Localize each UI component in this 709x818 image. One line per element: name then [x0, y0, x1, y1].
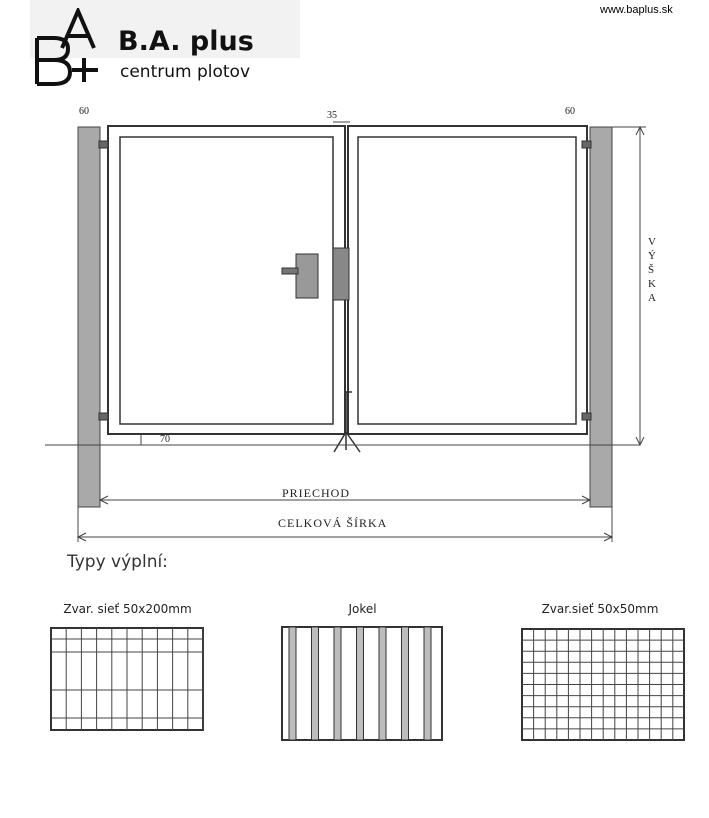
infill-types-title: Typy výplní:: [67, 552, 168, 572]
dim-bottom-gap: 70: [160, 434, 170, 445]
infill-jokel: [281, 626, 443, 741]
left-post: [78, 127, 100, 507]
dim-post-right: 60: [565, 106, 575, 117]
right-post: [590, 127, 612, 507]
lock-icon: [282, 248, 349, 300]
svg-text:VÝŠKA: V Ý Š K A: [648, 236, 656, 304]
website-url[interactable]: www.baplus.sk: [600, 4, 673, 16]
dim-post-left: 60: [79, 106, 89, 117]
brand-tagline: centrum plotov: [120, 62, 251, 82]
label-height: [648, 236, 656, 304]
infill-label-50x200: Zvar. sieť 50x200mm: [63, 602, 192, 616]
dim-gap: 35: [327, 110, 337, 121]
label-passage: PRIECHOD: [282, 486, 351, 500]
brand-name: B.A. plus: [118, 26, 254, 57]
label-total-width: CELKOVÁ ŠÍRKA: [278, 516, 388, 530]
right-leaf-outer: [348, 126, 587, 434]
infill-label-50x50: Zvar.sieť 50x50mm: [541, 602, 659, 616]
right-leaf-inner: [358, 137, 576, 424]
infill-mesh-50x200: [50, 627, 204, 731]
infill-label-jokel: Jokel: [348, 602, 377, 616]
infill-mesh-50x50: [521, 628, 685, 741]
